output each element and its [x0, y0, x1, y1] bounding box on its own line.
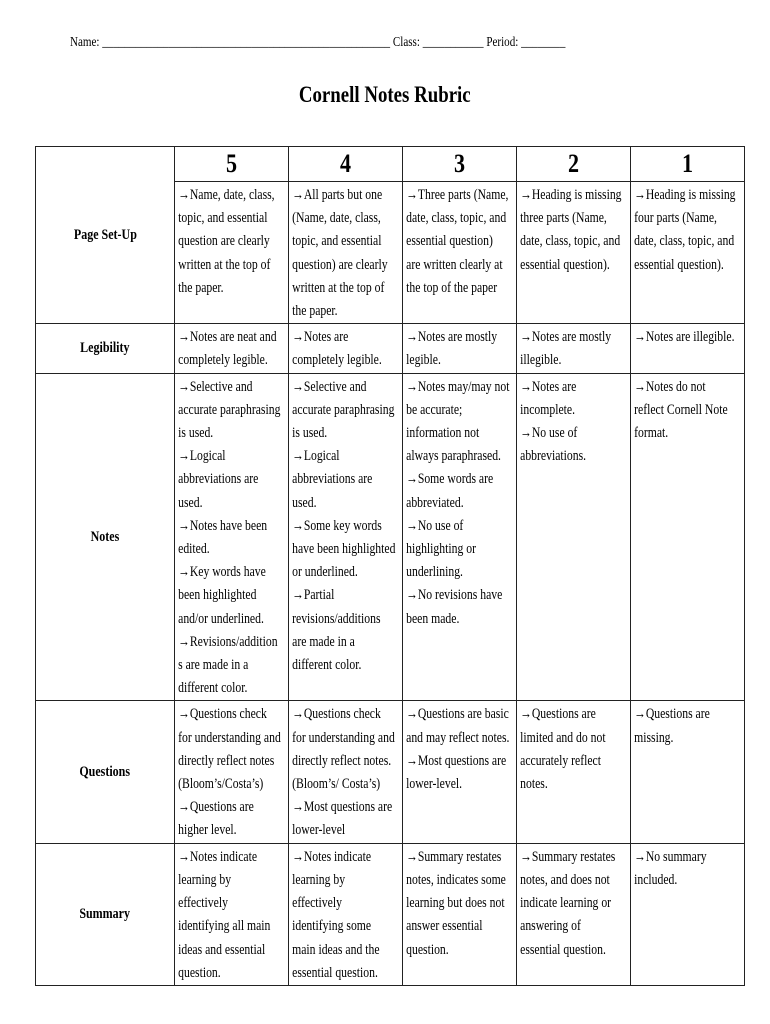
cell-text: →Notes are mostly illegible.	[520, 329, 612, 369]
rubric-cell	[403, 843, 517, 985]
rubric-cell	[289, 324, 403, 373]
rubric-cell	[403, 182, 517, 324]
rubric-cell	[517, 843, 631, 985]
rubric-cell	[631, 373, 745, 701]
cell-text: →Questions are basic and may reflect notes. →Most questions are lower-level.	[406, 706, 510, 793]
rubric-cell	[517, 373, 631, 701]
row-label-text: Questions	[79, 764, 131, 781]
rubric-cell	[175, 182, 289, 324]
cell-text: →Notes do not reflect Cornell Note format.	[634, 378, 728, 442]
rubric-cell	[289, 701, 403, 843]
score-5-text: 5	[225, 149, 238, 178]
rubric-cell	[403, 701, 517, 843]
rubric-row-questions	[36, 701, 745, 843]
rubric-row-notes	[36, 373, 745, 701]
score-1-text: 1	[681, 149, 694, 178]
cell-text: →Three parts (Name, date, class, topic, and essential question) are written clearly at the top of the paper	[406, 187, 509, 296]
score-4-text: 4	[339, 149, 352, 178]
row-label-summary	[36, 843, 175, 985]
cell-text: →Summary restates notes, and does not indicate learning or answering of essential question.	[520, 848, 616, 958]
rubric-cell	[631, 701, 745, 843]
score-2-text: 2	[567, 149, 580, 178]
rubric-row-summary	[36, 843, 745, 985]
cell-text: →Questions check for understanding and directly reflect notes (Bloom’s/Costa’s) →Questions are higher level.	[178, 706, 281, 839]
cell-text: →Summary restates notes, indicates some learning but does not answer essential question.	[406, 848, 506, 958]
cell-text: →Heading is missing four parts (Name, date, class, topic, and essential question).	[634, 187, 736, 273]
score-5-header	[175, 147, 289, 182]
rubric-cell	[289, 182, 403, 324]
rubric-cell	[517, 182, 631, 324]
cell-text: →Selective and accurate paraphrasing is used. →Logical abbreviations are used. →Notes have been edited. →Key words have been highlighted and/or underlined. →Revisions/addition s are made in a different color.	[178, 378, 281, 697]
score-4-header	[289, 147, 403, 182]
page-title-text: Cornell Notes Rubric	[299, 82, 471, 107]
rubric-cell	[403, 373, 517, 701]
cell-text: →Notes are mostly legible.	[406, 329, 498, 369]
cell-text: →Notes may/may not be accurate; information not always paraphrased. →Some words are abbreviated. →No use of highlighting or underlining. →No revisions have been made.	[406, 378, 510, 627]
rubric-cell	[175, 843, 289, 985]
row-label-text: Page Set-Up	[73, 227, 137, 244]
cell-text: →Notes indicate learning by effectively identifying some main ideas and the essential question.	[292, 848, 380, 981]
row-label-legibility	[36, 324, 175, 373]
rubric-cell	[403, 324, 517, 373]
cell-text: →Notes indicate learning by effectively identifying all main ideas and essential question.	[178, 848, 271, 981]
rubric-cell	[631, 843, 745, 985]
page-title	[0, 82, 770, 108]
score-2-header	[517, 147, 631, 182]
cell-text: →Selective and accurate paraphrasing is used. →Logical abbreviations are used. →Some key words have been highlighted or underlined. →Partial revisions/additions are made in a different color.	[292, 378, 396, 674]
score-3-text: 3	[453, 149, 466, 178]
score-3-header	[403, 147, 517, 182]
score-header-row	[36, 147, 745, 182]
cell-text: →Notes are completely legible.	[292, 329, 382, 369]
score-1-header	[631, 147, 745, 182]
cell-text: →Notes are neat and completely legible.	[178, 329, 277, 369]
rubric-cell	[289, 843, 403, 985]
row-label-notes	[36, 373, 175, 701]
cell-text: →Notes are incomplete. →No use of abbreviations.	[520, 378, 587, 465]
cell-text: →All parts but one (Name, date, class, topic, and essential question) are clearly written at the top of the paper.	[292, 187, 388, 320]
cell-text: →Notes are illegible.	[634, 329, 735, 346]
row-label-text: Legibility	[80, 340, 130, 357]
rubric-cell	[175, 373, 289, 701]
rubric-cell	[175, 701, 289, 843]
rubric-cell	[289, 373, 403, 701]
cell-text: →Questions check for understanding and directly reflect notes. (Bloom’s/ Costa’s) →Most questions are lower-level	[292, 706, 395, 839]
rubric-cell	[631, 182, 745, 324]
rubric-row-legibility	[36, 324, 745, 373]
cell-text: →Questions are limited and do not accurately reflect notes.	[520, 706, 606, 793]
row-label-text: Notes	[90, 529, 120, 546]
row-label-page-setup	[36, 147, 175, 324]
rubric-cell	[517, 324, 631, 373]
student-info-line: Name: ____________________________________________________ Class: ___________ Period: ________	[70, 34, 566, 49]
rubric-cell	[631, 324, 745, 373]
cell-text: →No summary included.	[634, 848, 707, 888]
rubric-cell	[517, 701, 631, 843]
cell-text: →Questions are missing.	[634, 706, 710, 746]
rubric-cell	[175, 324, 289, 373]
cell-text: →Heading is missing three parts (Name, date, class, topic, and essential question).	[520, 187, 622, 273]
row-label-questions	[36, 701, 175, 843]
rubric-table	[35, 146, 745, 986]
row-label-text: Summary	[79, 906, 131, 923]
cell-text: →Name, date, class, topic, and essential question are clearly written at the top of the paper.	[178, 187, 275, 296]
